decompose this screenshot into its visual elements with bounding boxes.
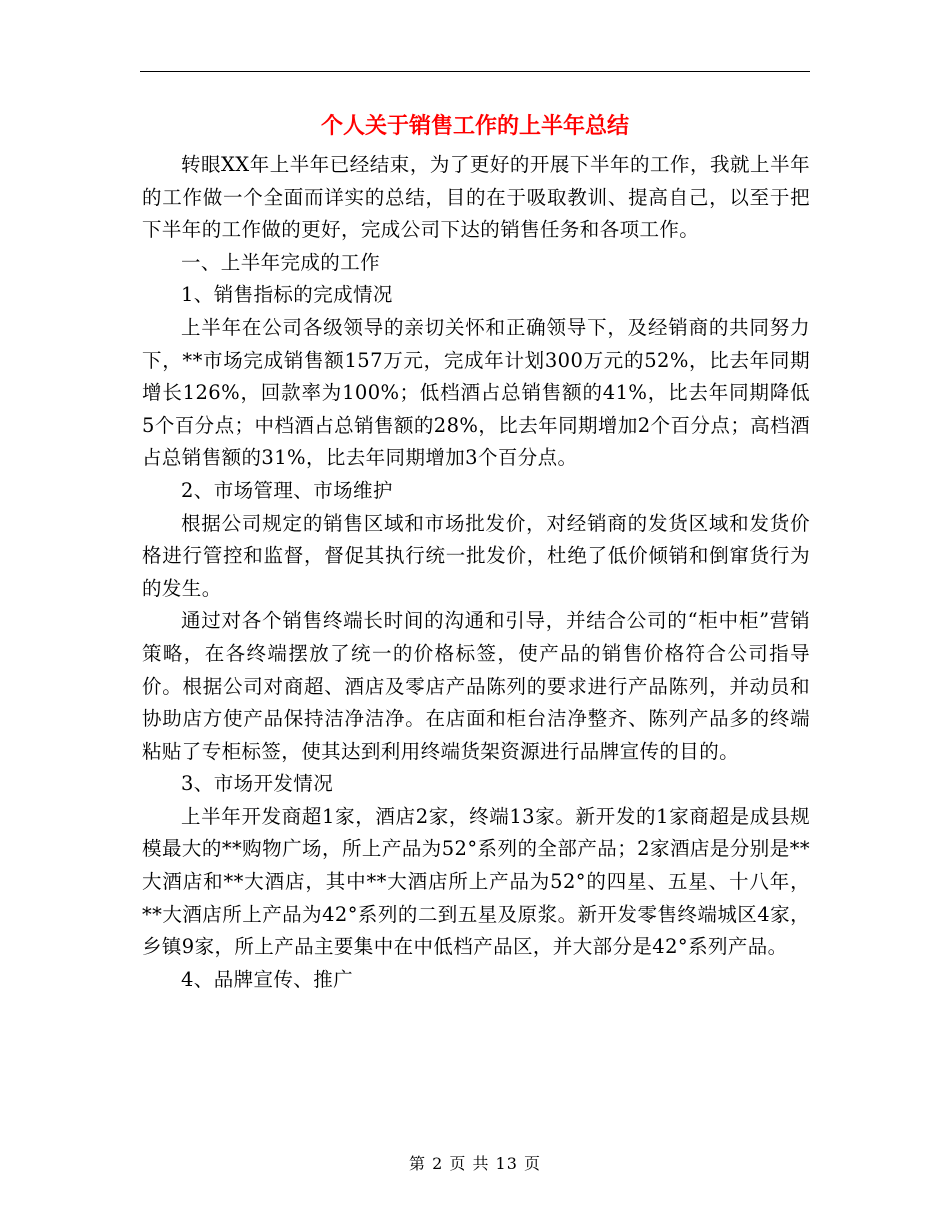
paragraph-terminal-display: 通过对各个销售终端长时间的沟通和引导，并结合公司的“柜中柜”营销策略，在各终端摆放了统一的价格标签，使产品的销售价格符合公司指导价。根据公司对商超、酒店及零店产品陈列的要求进行产品陈列，并动员和协助店方使产品保持洁净洁净。在店面和柜台洁净整齐、陈列产品多的终端粘贴了专柜标签，使其达到利用终端货架资源进行品牌宣传的目的。 bbox=[142, 609, 810, 763]
document-title: 个人关于销售工作的上半年总结 bbox=[320, 113, 629, 139]
subheading-market-development: 3、市场开发情况 bbox=[181, 772, 334, 796]
paragraph-intro: 转眼XX年上半年已经结束，为了更好的开展下半年的工作，我就上半年的工作做一个全面而详实的总结，目的在于吸取教训、提高自己，以至于把下半年的工作做的更好，完成公司下达的销售任务和各项工作。 bbox=[142, 153, 810, 242]
subheading-brand-promotion: 4、品牌宣传、推广 bbox=[181, 967, 354, 991]
paragraph-sales-targets: 上半年在公司各级领导的亲切关怀和正确领导下，及经销商的共同努力下，**市场完成销售额157万元，完成年计划300万元的52%，比去年同期增长126%，回款率为100%；低档酒占总销售额的41%，比去年同期降低5个百分点；中档酒占总销售额的28%，比去年同期增加2个百分点；高档酒占总销售额的31%，比去年同期增加3个百分点。 bbox=[142, 315, 810, 470]
section-heading-1: 一、上半年完成的工作 bbox=[181, 250, 381, 274]
paragraph-market-management: 根据公司规定的销售区域和市场批发价，对经销商的发货区域和发货价格进行管控和监督，督促其执行统一批发价，杜绝了低价倾销和倒窜货行为的发生。 bbox=[142, 511, 810, 600]
paragraph-market-development: 上半年开发商超1家，酒店2家，终端13家。新开发的1家商超是成县规模最大的**购物广场，所上产品为52°系列的全部产品；2家酒店是分别是**大酒店和**大酒店，其中**大酒店所上产品为52°的四星、五星、十八年，**大酒店所上产品为42°系列的二到五星及原浆。新开发零售终端城区4家，乡镇9家，所上产品主要集中在中低档产品区，并大部分是42°系列产品。 bbox=[142, 804, 810, 959]
page-number: 第 2 页 共 13 页 bbox=[409, 1154, 541, 1173]
subheading-market-management: 2、市场管理、市场维护 bbox=[181, 478, 393, 502]
document-body bbox=[142, 149, 810, 996]
subheading-sales-targets: 1、销售指标的完成情况 bbox=[181, 283, 393, 307]
header-rule bbox=[140, 71, 810, 72]
